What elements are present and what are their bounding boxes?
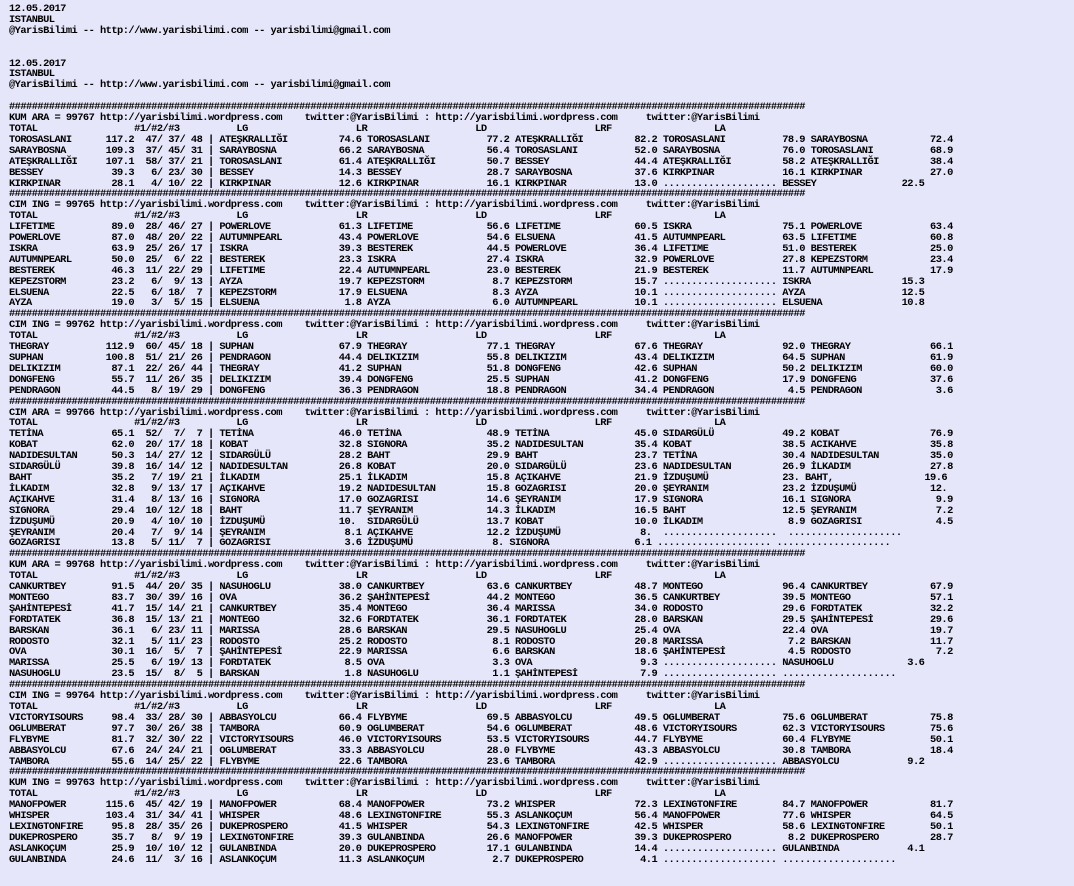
column-header-line: TOTAL #1/#2/#3 LG LR LD LRF LA [9, 330, 726, 343]
table-row: THEGRAY 112.9 60/ 45/ 18 | SUPHAN 67.9 THEGRAY 77.1 THEGRAY 67.6 THEGRAY 92.0 THEGRAY 66.1 [9, 341, 953, 354]
section-divider: ############################################################################################################################################ [9, 679, 805, 692]
table-row: İZDUŞUMÜ 20.9 4/ 10/ 10 | İZDUŞUMÜ 10. SIDARGÜLÜ 13.7 KOBAT 10.0 İLKADIM 8.9 GOZAGRISI 4.5 [9, 515, 953, 528]
race-header-line: KUM ARA = 99767 http://yarisbilimi.wordpress.com twitter:@YarisBilimi : http://yarisbilimi.wordpress.com twitter:@YarisBilimi [9, 112, 760, 125]
section-divider: ############################################################################################################################################ [9, 766, 805, 779]
table-row: SIDARGÜLÜ 39.8 16/ 14/ 12 | NADIDESULTAN 26.8 KOBAT 20.0 SIDARGÜLÜ 23.6 NADIDESULTAN 26.9 İLKADIM 27.8 [9, 461, 953, 474]
table-row: KIRKPINAR 28.1 4/ 10/ 22 | KIRKPINAR 12.6 KIRKPINAR 16.1 KIRKPINAR 13.0 .................... BESSEY 22.5 [9, 177, 925, 190]
table-row: LEXINGTONFIRE 95.8 28/ 35/ 26 | DUKEPROSPERO 41.5 WHISPER 54.3 LEXINGTONFIRE 42.5 WHISPER 58.6 LEXINGTONFIRE 50.1 [9, 820, 953, 833]
table-row: AYZA 19.0 3/ 5/ 15 | ELSUENA 1.8 AYZA 6.0 AUTUMNPEARL 10.1 .................... ELSUENA 10.8 [9, 297, 925, 310]
table-row: FLYBYME 81.7 32/ 30/ 22 | VICTORYISOURS 46.0 VICTORYISOURS 53.5 VICTORYISOURS 44.7 FLYBYME 60.4 FLYBYME 50.1 [9, 733, 953, 746]
table-row: BESTEREK 46.3 11/ 22/ 29 | LIFETIME 22.4 AUTUMNPEARL 23.0 BESTEREK 21.9 BESTEREK 11.7 AUTUMNPEARL 17.9 [9, 264, 953, 277]
table-row: TAMBORA 55.6 14/ 25/ 22 | FLYBYME 22.6 TAMBORA 23.6 TAMBORA 42.9 .................... ABBASYOLCU 9.2 [9, 755, 925, 768]
section-divider: ############################################################################################################################################ [9, 188, 805, 201]
section-divider: ############################################################################################################################################ [9, 101, 805, 114]
table-row: ŞAHİNTEPESİ 41.7 15/ 14/ 21 | CANKURTBEY 35.4 MONTEGO 36.4 MARISSA 34.0 RODOSTO 29.6 FORDTATEK 32.2 [9, 602, 953, 615]
table-row: WHISPER 103.4 31/ 34/ 41 | WHISPER 48.6 LEXINGTONFIRE 55.3 ASLANKOÇUM 56.4 MANOFPOWER 77.6 WHISPER 64.5 [9, 810, 953, 823]
table-row: KEPEZSTORM 23.2 6/ 9/ 13 | AYZA 19.7 KEPEZSTORM 8.7 KEPEZSTORM 15.7 .................... ISKRA 15.3 [9, 275, 925, 288]
table-row: ABBASYOLCU 67.6 24/ 24/ 21 | OGLUMBERAT 33.3 ABBASYOLCU 28.0 FLYBYME 43.3 ABBASYOLCU 30.8 TAMBORA 18.4 [9, 744, 953, 757]
table-row: GULANBINDA 24.6 11/ 3/ 16 | ASLANKOÇUM 11.3 ASLANKOÇUM 2.7 DUKEPROSPERO 4.1 .................... .................... [9, 853, 896, 866]
column-header-line: TOTAL #1/#2/#3 LG LR LD LRF LA [9, 417, 726, 430]
report-city: ISTANBUL [9, 68, 55, 81]
column-header-line: TOTAL #1/#2/#3 LG LR LD LRF LA [9, 210, 726, 223]
section-divider: ############################################################################################################################################ [9, 548, 805, 561]
report-date: 12.05.2017 [9, 57, 66, 70]
table-row: ATEŞKRALLIĞI 107.1 58/ 37/ 21 | TOROSASLANI 61.4 ATEŞKRALLIĞI 50.7 BESSEY 44.4 ATEŞKRALLIĞI 58.2 ATEŞKRALLIĞI 38.4 [9, 155, 953, 168]
table-row: FORDTATEK 36.8 15/ 13/ 21 | MONTEGO 32.6 FORDTATEK 36.1 FORDTATEK 28.0 BARSKAN 29.5 ŞAHİNTEPESİ 29.6 [9, 613, 953, 626]
column-header-line: TOTAL #1/#2/#3 LG LR LD LRF LA [9, 701, 726, 713]
contact-line: @YarisBilimi -- http://www.yarisbilimi.com -- yarisbilimi@gmail.com [9, 24, 390, 37]
table-row: TETİNA 65.1 52/ 7/ 7 | TETİNA 46.0 TETİNA 48.9 TETİNA 45.0 SIDARGÜLÜ 49.2 KOBAT 76.9 [9, 428, 953, 441]
table-row: AUTUMNPEARL 50.0 25/ 6/ 22 | BESTEREK 23.3 ISKRA 27.4 ISKRA 32.9 POWERLOVE 27.8 KEPEZSTORM 23.4 [9, 253, 953, 266]
table-row: CANKURTBEY 91.5 44/ 20/ 35 | NASUHOGLU 38.0 CANKURTBEY 63.6 CANKURTBEY 48.7 MONTEGO 96.4 CANKURTBEY 67.9 [9, 581, 953, 594]
race-header-line: KUM ING = 99763 http://yarisbilimi.wordpress.com twitter:@YarisBilimi : http://yarisbilimi.wordpress.com twitter:@YarisBilimi [9, 777, 760, 790]
table-row: MARISSA 25.5 6/ 19/ 13 | FORDTATEK 8.5 OVA 3.3 OVA 9.3 .................... NASUHOGLU 3.6 [9, 657, 925, 670]
table-row: SARAYBOSNA 109.3 37/ 45/ 31 | SARAYBOSNA 66.2 SARAYBOSNA 56.4 TOROSASLANI 52.0 SARAYBOSNA 76.0 TOROSASLANI 68.9 [9, 144, 953, 157]
table-row: BARSKAN 36.1 6/ 23/ 11 | MARISSA 28.6 BARSKAN 29.5 NASUHOGLU 25.4 OVA 22.4 OVA 19.7 [9, 624, 953, 637]
table-row: NASUHOGLU 23.5 15/ 8/ 5 | BARSKAN 1.8 NASUHOGLU 1.1 ŞAHİNTEPESİ 7.9 .................... .................... [9, 668, 896, 681]
race-header-line: CIM ING = 99764 http://yarisbilimi.wordpress.com twitter:@YarisBilimi : http://yarisbilimi.wordpress.com twitter:@YarisBilimi [9, 690, 760, 703]
table-row: AÇIKAHVE 31.4 8/ 13/ 16 | SIGNORA 17.0 GOZAGRISI 14.6 ŞEYRANIM 17.9 SIGNORA 16.1 SIGNORA 9.9 [9, 493, 953, 506]
column-header-line: TOTAL #1/#2/#3 LG LR LD LRF LA [9, 122, 726, 135]
section-divider: ############################################################################################################################################ [9, 395, 805, 408]
table-row: RODOSTO 32.1 5/ 11/ 23 | RODOSTO 25.2 RODOSTO 8.1 RODOSTO 20.8 MARISSA 7.2 BARSKAN 11.7 [9, 635, 953, 648]
table-row: SUPHAN 100.8 51/ 21/ 26 | PENDRAGON 44.4 DELIKIZIM 55.8 DELIKIZIM 43.4 DELIKIZIM 64.5 SUPHAN 61.9 [9, 352, 953, 364]
table-row: KOBAT 62.0 20/ 17/ 18 | KOBAT 32.8 SIGNORA 35.2 NADIDESULTAN 35.4 KOBAT 38.5 ACIKAHVE 35.8 [9, 439, 953, 452]
column-header-line: TOTAL #1/#2/#3 LG LR LD LRF LA [9, 788, 726, 801]
table-row: ISKRA 63.9 25/ 26/ 17 | ISKRA 39.3 BESTEREK 44.5 POWERLOVE 36.4 LIFETIME 51.0 BESTEREK 25.0 [9, 242, 953, 255]
table-row: NADIDESULTAN 50.3 14/ 27/ 12 | SIDARGÜLÜ 28.2 BAHT 29.9 BAHT 23.7 TETİNA 30.4 NADIDESULTAN 35.0 [9, 450, 953, 463]
race-header-line: KUM ARA = 99768 http://yarisbilimi.wordpress.com twitter:@YarisBilimi : http://yarisbilimi.wordpress.com twitter:@YarisBilimi [9, 559, 760, 572]
table-row: BESSEY 39.3 6/ 23/ 30 | BESSEY 14.3 BESSEY 28.7 SARAYBOSNA 37.6 KIRKPINAR 16.1 KIRKPINAR 27.0 [9, 166, 953, 179]
table-row: DUKEPROSPERO 35.7 8/ 9/ 19 | LEXINGTONFIRE 39.3 GULANBINDA 26.6 MANOFPOWER 39.3 DUKEPROSPERO 8.2 DUKEPROSPERO 28.7 [9, 831, 953, 844]
column-header-line: TOTAL #1/#2/#3 LG LR LD LRF LA [9, 570, 726, 583]
race-header-line: CIM ARA = 99766 http://yarisbilimi.wordpress.com twitter:@YarisBilimi : http://yarisbilimi.wordpress.com twitter:@YarisBilimi [9, 406, 760, 419]
table-row: OVA 30.1 16/ 5/ 7 | ŞAHİNTEPESİ 22.9 MARISSA 6.6 BARSKAN 18.6 ŞAHİNTEPESİ 4.5 RODOSTO 7.2 [9, 646, 953, 659]
table-row: DONGFENG 55.7 11/ 26/ 35 | DELIKIZIM 39.4 DONGFENG 25.5 SUPHAN 41.2 DONGFENG 17.9 DONGFENG 37.6 [9, 373, 953, 386]
table-row: POWERLOVE 87.0 48/ 20/ 22 | AUTUMNPEARL 43.4 POWERLOVE 54.6 ELSUENA 41.5 AUTUMNPEARL 63.5 LIFETIME 60.8 [9, 232, 953, 245]
contact-line: @YarisBilimi -- http://www.yarisbilimi.com -- yarisbilimi@gmail.com [9, 79, 390, 92]
race-header-line: CIM ING = 99765 http://yarisbilimi.wordpress.com twitter:@YarisBilimi : http://yarisbilimi.wordpress.com twitter:@YarisBilimi [9, 199, 760, 212]
table-row: GOZAGRISI 13.8 5/ 11/ 7 | GOZAGRISI 3.6 İZDUŞUMÜ 8. SIGNORA 6.1 .................... .................... [9, 537, 891, 550]
race-header-line: CIM ING = 99762 http://yarisbilimi.wordpress.com twitter:@YarisBilimi : http://yarisbilimi.wordpress.com twitter:@YarisBilimi [9, 319, 760, 332]
table-row: BAHT 35.2 7/ 19/ 21 | İLKADIM 25.1 İLKADIM 15.8 AÇIKAHVE 21.9 İZDUŞUMÜ 23. BAHT, 19.6 [9, 471, 948, 484]
race-tables [9, 101, 953, 865]
table-row: SIGNORA 29.4 10/ 12/ 18 | BAHT 11.7 ŞEYRANIM 14.3 İLKADIM 16.5 BAHT 12.5 ŞEYRANIM 7.2 [9, 504, 953, 517]
table-row: DELIKIZIM 87.1 22/ 26/ 44 | THEGRAY 41.2 SUPHAN 51.8 DONGFENG 42.6 SUPHAN 50.2 DELIKIZIM 60.0 [9, 362, 953, 375]
table-row: LIFETIME 89.0 28/ 46/ 27 | POWERLOVE 61.3 LIFETIME 56.6 LIFETIME 60.5 ISKRA 75.1 POWERLOVE 63.4 [9, 221, 953, 234]
table-row: ELSUENA 22.5 6/ 18/ 7 | KEPEZSTORM 17.9 ELSUENA 8.3 AYZA 10.1 .................... AYZA 12.5 [9, 286, 925, 299]
table-row: OGLUMBERAT 97.7 30/ 26/ 38 | TAMBORA 60.9 OGLUMBERAT 54.6 OGLUMBERAT 48.6 VICTORYISOURS 62.3 VICTORYISOURS 75.6 [9, 722, 953, 735]
table-row: PENDRAGON 44.5 8/ 19/ 29 | DONGFENG 36.3 PENDRAGON 18.8 PENDRAGON 34.4 PENDRAGON 4.5 PENDRAGON 3.6 [9, 384, 953, 397]
report-date: 12.05.2017 [9, 3, 66, 15]
table-row: İLKADIM 32.8 9/ 13/ 17 | AÇIKAHVE 19.2 NADIDESULTAN 15.8 GOZAGRISI 20.0 ŞEYRANIM 23.2 İZDUŞUMÜ 12. [9, 482, 948, 495]
table-row: ASLANKOÇUM 25.9 10/ 10/ 12 | GULANBINDA 20.0 DUKEPROSPERO 17.1 GULANBINDA 14.4 .................... GULANBINDA 4.1 [9, 842, 925, 855]
table-row: MANOFPOWER 115.6 45/ 42/ 19 | MANOFPOWER 68.4 MANOFPOWER 73.2 WHISPER 72.3 LEXINGTONFIRE 84.7 MANOFPOWER 81.7 [9, 799, 953, 812]
table-row: VICTORYISOURS 98.4 33/ 28/ 30 | ABBASYOLCU 66.4 FLYBYME 69.5 ABBASYOLCU 49.5 OGLUMBERAT 75.6 OGLUMBERAT 75.8 [9, 711, 953, 724]
report-city: ISTANBUL [9, 13, 55, 26]
section-divider: ############################################################################################################################################ [9, 308, 805, 321]
table-row: MONTEGO 83.7 30/ 39/ 16 | OVA 36.2 ŞAHİNTEPESİ 44.2 MONTEGO 36.5 CANKURTBEY 39.5 MONTEGO 57.1 [9, 591, 953, 604]
table-row: TOROSASLANI 117.2 47/ 37/ 48 | ATEŞKRALLIĞI 74.6 TOROSASLANI 77.2 ATEŞKRALLIĞI 82.2 TOROSASLANI 78.9 SARAYBOSNA 72.4 [9, 133, 953, 146]
table-row: ŞEYRANIM 20.4 7/ 9/ 14 | ŞEYRANIM 8.1 AÇIKAHVE 12.2 İZDUŞUMÜ 8. .................... .................... [9, 526, 902, 539]
